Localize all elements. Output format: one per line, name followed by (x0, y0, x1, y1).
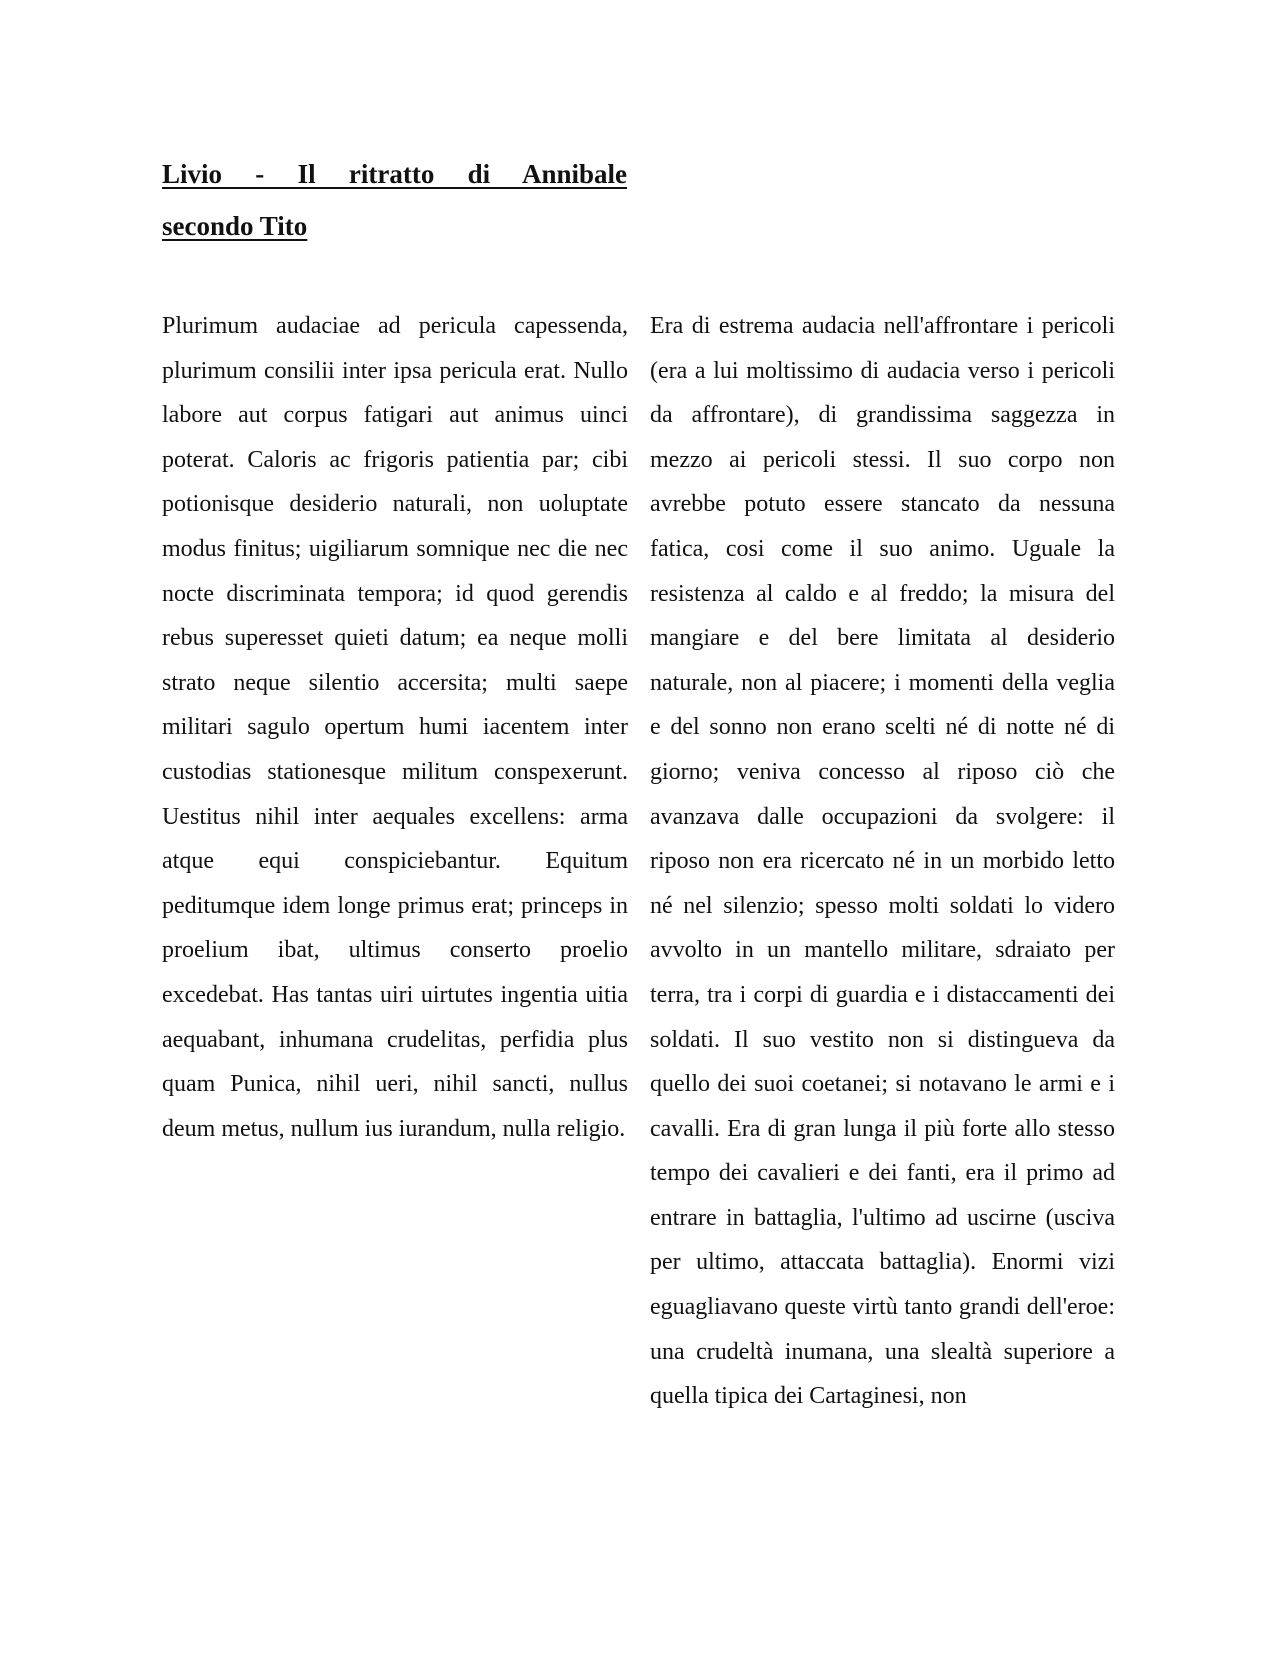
latin-text-column: Plurimum audaciae ad pericula capessenda, plurimum consilii inter ipsa pericula erat. Nullo labore aut corpus fatigari aut animus uinci poterat. Caloris ac frigoris patientia par; cibi potionisque desiderio naturali, non uoluptate modus finitus; uigiliarum somnique nec die nec nocte discriminata tempora; id quod gerendis rebus superesset quieti datum; ea neque molli strato neque silentio accersita; multi saepe militari sagulo opertum humi iacentem inter custodias stationesque militum conspexerunt. Uestitus nihil inter aequales excellens: arma atque equi conspiciebantur. Equitum peditumque idem longe primus erat; princeps in proelium ibat, ultimus conserto proelio excedebat. Has tantas uiri uirtutes ingentia uitia aequabant, inhumana crudelitas, perfidia plus quam Punica, nihil ueri, nihil sancti, nullus deum metus, nullum ius iurandum, nulla religio. (162, 313, 628, 1142)
page-title (162, 148, 627, 252)
title-line-1: Livio - Il ritratto di Annibale (162, 159, 627, 189)
title-line-2: secondo Tito (162, 211, 308, 241)
italian-translation-column: Era di estrema audacia nell'affrontare i pericoli (era a lui moltissimo di audacia verso i pericoli da affrontare), di grandissima saggezza in mezzo ai pericoli stessi. Il suo corpo non avrebbe potuto essere stancato da nessuna fatica, cosi come il suo animo. Uguale la resistenza al caldo e al freddo; la misura del mangiare e del bere limitata al desiderio naturale, non al piacere; i momenti della veglia e del sonno non erano scelti né di notte né di giorno; veniva concesso al riposo ciò che avanzava dalle occupazioni da svolgere: il riposo non era ricercato né in un morbido letto né nel silenzio; spesso molti soldati lo videro avvolto in un mantello militare, sdraiato per terra, tra i corpi di guardia e i distaccamenti dei soldati. Il suo vestito non si distingueva da quello dei suoi coetanei; si notavano le armi e i cavalli. Era di gran lunga il più forte allo stesso tempo dei cavalieri e dei fanti, era il primo ad entrare in battaglia, l'ultimo ad uscirne (usciva per ultimo, attaccata battaglia). Enormi vizi eguagliavano queste virtù tanto grandi dell'eroe: una crudeltà inumana, una slealtà superiore a quella tipica dei Cartaginesi, non (650, 313, 1115, 1410)
